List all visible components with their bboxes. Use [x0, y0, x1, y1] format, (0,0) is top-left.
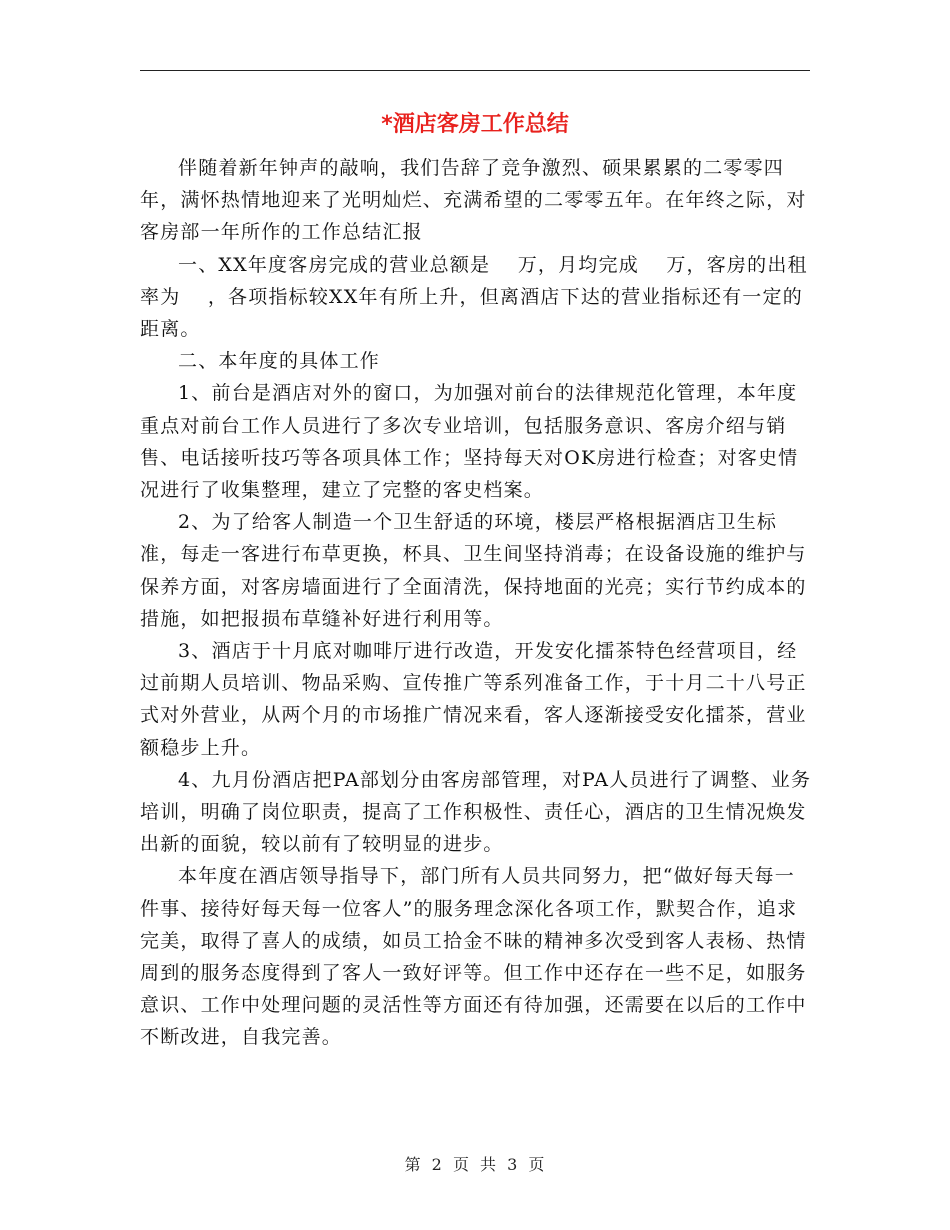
- paragraph-item-4-pa-department: 4、九月份酒店把PA部划分由客房部管理，对PA人员进行了调整、业务培训，明确了岗位职责，提高了工作积极性、责任心，酒店的卫生情况焕发出新的面貌，较以前有了较明显的进步。: [140, 768, 812, 856]
- paragraph-section-1-revenue: 一、XX年度客房完成的营业总额是 万，月均完成 万，客房的出租率为 ，各项指标较XX年有所上升，但离酒店下达的营业指标还有一定的距离。: [140, 253, 808, 341]
- document-body: [140, 152, 812, 1054]
- paragraph-intro: 伴随着新年钟声的敲响，我们告辞了竞争激烈、硕果累累的二零零四年，满怀热情地迎来了光明灿烂、充满希望的二零零五年。在年终之际，对客房部一年所作的工作总结汇报: [140, 157, 807, 244]
- paragraph-item-2-hygiene: 2、为了给客人制造一个卫生舒适的环境，楼层严格根据酒店卫生标准，每走一客进行布草更换，杯具、卫生间坚持消毒；在设备设施的维护与保养方面，对客房墙面进行了全面清洗，保持地面的光亮；实行节约成本的措施，如把报损布草缝补好进行利用等。: [140, 511, 807, 630]
- paragraph-item-3-cafe: 3、酒店于十月底对咖啡厅进行改造，开发安化擂茶特色经营项目，经过前期人员培训、物品采购、宣传推广等系列准备工作，于十月二十八号正式对外营业，从两个月的市场推广情况来看，客人逐渐接受安化擂茶，营业额稳步上升。: [140, 640, 807, 759]
- header-rule: [140, 70, 810, 71]
- paragraph-section-2-heading: 二、本年度的具体工作: [178, 350, 381, 373]
- paragraph-conclusion: 本年度在酒店领导指导下，部门所有人员共同努力，把“做好每天每一件事、接待好每天每一位客人”的服务理念深化各项工作，默契合作，追求完美，取得了喜人的成绩，如员工拾金不昧的精神多次受到客人表杨、热情周到的服务态度得到了客人一致好评等。但工作中还存在一些不足，如服务意识、工作中处理问题的灵活性等方面还有待加强，还需要在以后的工作中不断改进，自我完善。: [140, 865, 807, 1049]
- page-number-footer: 第 2 页 共 3 页: [404, 1155, 546, 1174]
- paragraph-item-1-front-desk: 1、前台是酒店对外的窗口，为加强对前台的法律规范化管理，本年度重点对前台工作人员进行了多次专业培训，包括服务意识、客房介绍与销售、电话接听技巧等各项具体工作；坚持每天对OK房进行检查；对客史情况进行了收集整理，建立了完整的客史档案。: [140, 382, 799, 502]
- document-title: *酒店客房工作总结: [381, 112, 569, 137]
